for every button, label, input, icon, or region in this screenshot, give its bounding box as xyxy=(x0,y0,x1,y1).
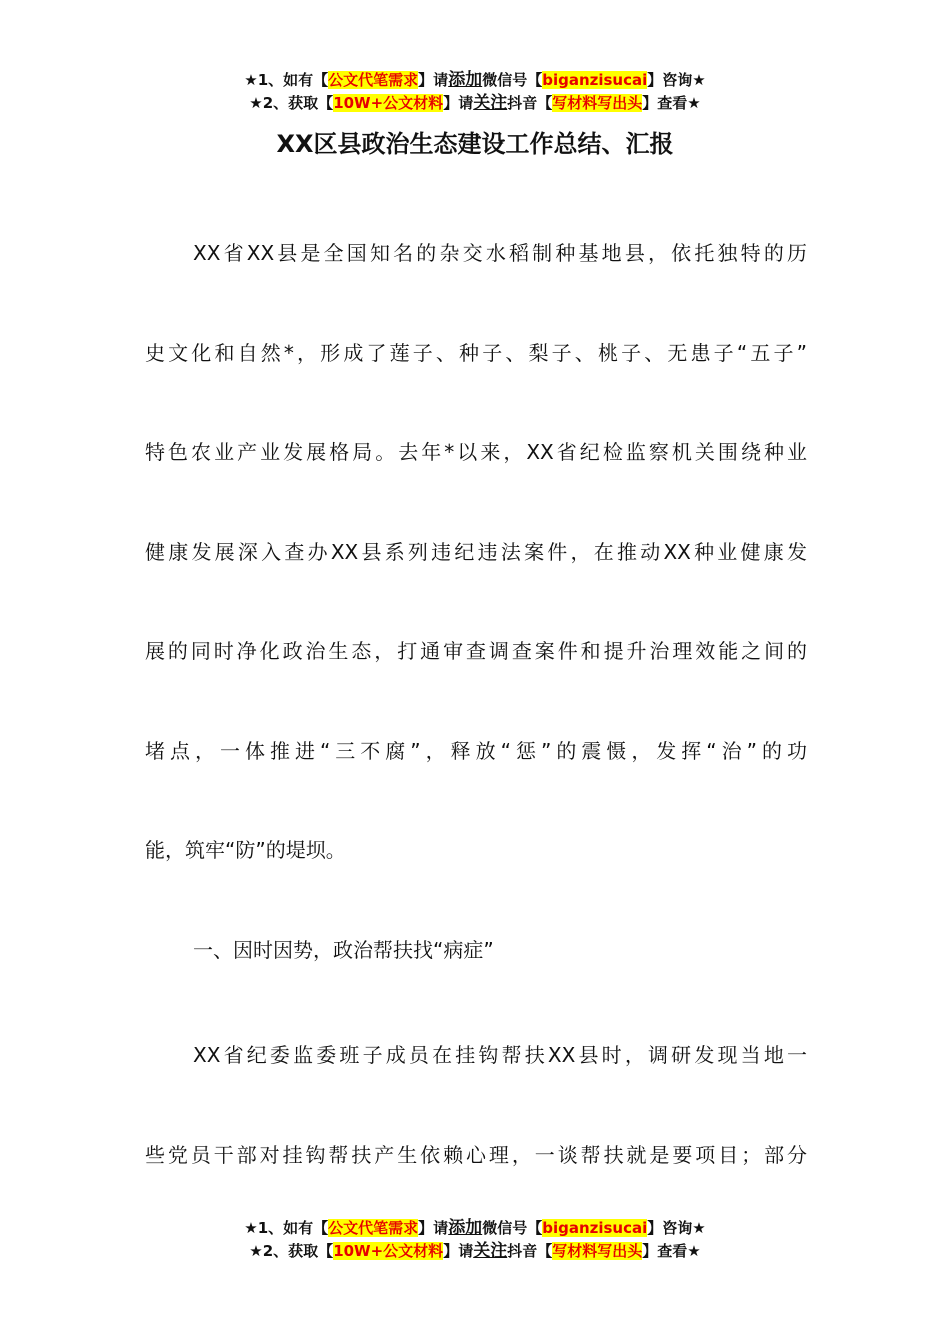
footer-banner-line-2 xyxy=(0,1240,950,1263)
banner-text: ★2、获取【 xyxy=(249,1242,334,1260)
body-line-6: 堵点，一体推进“三不腐”，释放“惩”的震慑，发挥“治”的功 xyxy=(145,739,807,763)
banner-text: 抖音【 xyxy=(507,1242,553,1260)
document-title: XX区县政治生态建设工作总结、汇报 xyxy=(276,130,674,158)
banner-text: ★2、获取【 xyxy=(249,94,334,112)
banner-text: 】请 xyxy=(443,94,474,112)
body-line-3: 特色农业产业发展格局。去年*以来，XX省纪检监察机关围绕种业 xyxy=(145,440,807,464)
body-line-4: 健康发展深入查办XX县系列违纪违法案件，在推动XX种业健康发 xyxy=(145,540,807,564)
banner-highlight-wechat-id: biganzisucai xyxy=(542,71,648,89)
body-line-9: XX省纪委监委班子成员在挂钩帮扶XX县时，调研发现当地一 xyxy=(193,1043,807,1067)
banner-text: 】请 xyxy=(418,1219,449,1237)
banner-highlight: 10W+公文材料 xyxy=(333,1242,444,1260)
banner-emphasis: 关注 xyxy=(473,1241,508,1261)
banner-text: 】请 xyxy=(443,1242,474,1260)
banner-text: 】查看★ xyxy=(642,1242,701,1260)
banner-highlight: 公文代笔需求 xyxy=(328,1219,419,1237)
footer-banner xyxy=(0,1217,950,1263)
body-line-7: 能，筑牢“防”的堤坝。 xyxy=(145,838,346,862)
banner-emphasis: 添加 xyxy=(448,1218,483,1238)
banner-highlight-wechat-id: biganzisucai xyxy=(542,1219,648,1237)
body-line-1: XX省XX县是全国知名的杂交水稻制种基地县，依托独特的历 xyxy=(193,241,807,265)
banner-text: ★1、如有【 xyxy=(244,1219,329,1237)
header-banner-line-2 xyxy=(0,92,950,115)
banner-highlight: 公文代笔需求 xyxy=(328,71,419,89)
body-line-10: 些党员干部对挂钩帮扶产生依赖心理，一谈帮扶就是要项目；部分 xyxy=(145,1143,807,1167)
banner-text: 】咨询★ xyxy=(647,71,706,89)
body-line-5: 展的同时净化政治生态，打通审查调查案件和提升治理效能之间的 xyxy=(145,639,807,663)
header-banner xyxy=(0,69,950,115)
footer-banner-line-1 xyxy=(0,1217,950,1240)
banner-emphasis: 添加 xyxy=(448,70,483,90)
banner-text: 微信号【 xyxy=(482,71,543,89)
banner-highlight-douyin-name: 写材料写出头 xyxy=(552,94,643,112)
banner-text: 微信号【 xyxy=(482,1219,543,1237)
banner-text: 】查看★ xyxy=(642,94,701,112)
banner-text: 】请 xyxy=(418,71,449,89)
banner-text: ★1、如有【 xyxy=(244,71,329,89)
section-heading-1: 一、因时因势，政治帮扶找“病症” xyxy=(193,938,494,962)
banner-text: 】咨询★ xyxy=(647,1219,706,1237)
banner-text: 抖音【 xyxy=(507,94,553,112)
header-banner-line-1 xyxy=(0,69,950,92)
body-line-2: 史文化和自然*，形成了莲子、种子、梨子、桃子、无患子“五子” xyxy=(145,341,807,365)
banner-highlight: 10W+公文材料 xyxy=(333,94,444,112)
banner-highlight-douyin-name: 写材料写出头 xyxy=(552,1242,643,1260)
banner-emphasis: 关注 xyxy=(473,93,508,113)
